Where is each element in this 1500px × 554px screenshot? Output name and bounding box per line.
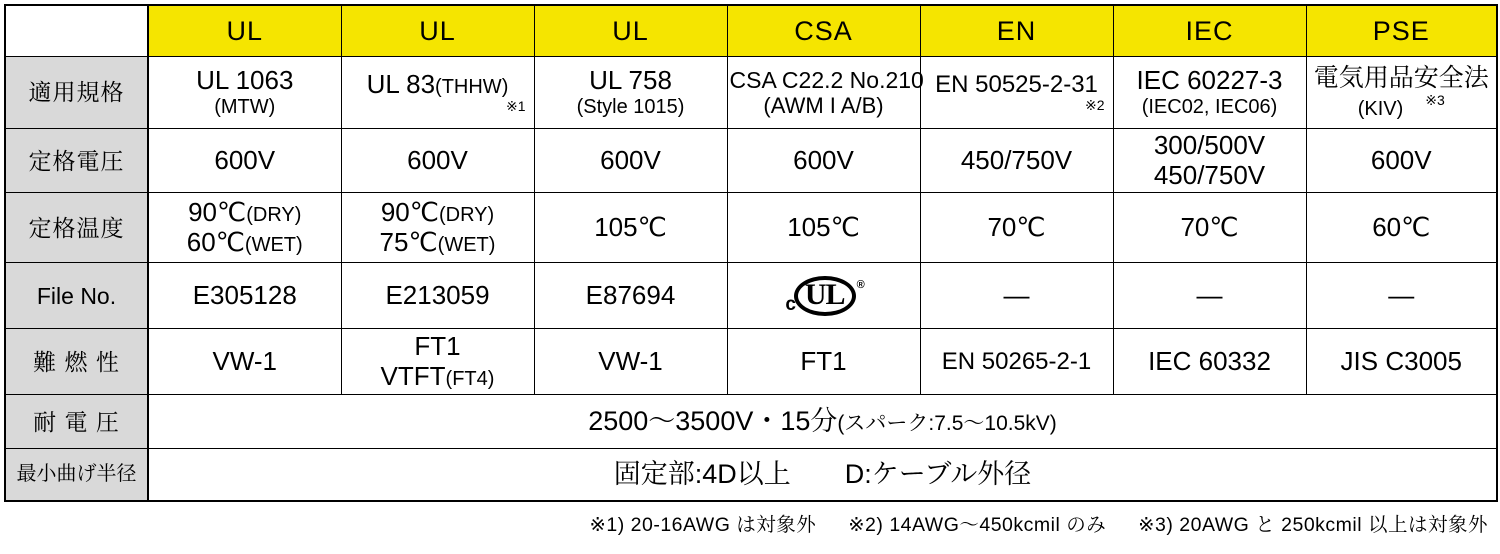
cell-line2 [1309,93,1495,122]
cell-line1-main: 90℃ [188,197,247,228]
cell-temperature-csa: 105℃ [727,193,920,263]
cell-flame-en: EN 50265-2-1 [920,329,1113,395]
cell-line2: (Style 1015) [576,95,685,118]
header-cell-ul-758: UL [534,5,727,57]
cul-mark-ul: UL [794,276,856,316]
cell-voltage-iec [1113,129,1306,193]
cell-line1 [151,198,339,228]
row-header-withstand-voltage: 耐 電 圧 [5,395,148,449]
cell-standard-pse [1306,57,1497,129]
cell-bend-radius-value: 固定部:4D以上 D:ケーブル外径 [148,449,1497,501]
cell-line1: 電気用品安全法 [1313,64,1489,92]
cell-line1: IEC 60227-3 [1136,65,1283,96]
cell-line1: EN 50525-2-31 [935,70,1098,98]
header-cell-ul-83: UL [341,5,534,57]
header-cell-iec: IEC [1113,5,1306,57]
cell-line2-sub: (WET) [244,233,303,256]
cell-file-no-ul758: E87694 [534,263,727,329]
specification-table [4,4,1498,502]
table-row-voltage [5,129,1497,193]
cell-flame-ul1063: VW-1 [148,329,341,395]
cell-flame-pse: JIS C3005 [1306,329,1497,395]
cell-flame-ul758: VW-1 [534,329,727,395]
cell-flame-csa: FT1 [727,329,920,395]
header-cell-en: EN [920,5,1113,57]
withstand-main: 2500～3500V・15分 [588,406,838,437]
cell-file-no-en: — [920,263,1113,329]
cell-temperature-en: 70℃ [920,193,1113,263]
cell-temperature-ul758: 105℃ [534,193,727,263]
row-header-voltage: 定格電圧 [5,129,148,193]
cell-line2: (IEC02, IEC06) [1141,95,1278,118]
table-row-withstand-voltage [5,395,1497,449]
cell-line1 [344,70,532,100]
table-row-standard [5,57,1497,129]
cell-line2: (AWM I A/B) [763,93,884,119]
cell-standard-iec [1113,57,1306,129]
row-header-bend-radius: 最小曲げ半径 [5,449,148,501]
table-row-file-no [5,263,1497,329]
cell-line1-sub: (DRY) [246,204,302,227]
cell-note: ※2 [1084,97,1105,114]
cell-standard-ul758 [534,57,727,129]
cell-line1: FT1 [414,331,461,362]
cell-temperature-pse: 60℃ [1306,193,1497,263]
footnotes [4,509,1494,537]
cell-standard-ul83 [341,57,534,129]
cell-temperature-ul1063 [148,193,341,263]
table-row-bend-radius [5,449,1497,501]
header-cell-ul-1063: UL [148,5,341,57]
footnote-3: ※3) 20AWG と 250kcmil 以上は対象外 [1138,513,1488,536]
cell-file-no-ul1063: E305128 [148,263,341,329]
table-row-temperature [5,193,1497,263]
cell-line2-sub: (FT4) [445,367,495,390]
cell-voltage-csa: 600V [727,129,920,193]
cell-standard-ul1063 [148,57,341,129]
cell-note: ※3 [1425,92,1445,109]
cell-line2 [344,362,532,392]
cell-line2-main: (KIV) [1357,97,1404,120]
header-cell-blank [5,5,148,57]
cell-line2 [151,228,339,258]
cell-flame-iec: IEC 60332 [1113,329,1306,395]
cell-withstand-voltage-value [148,395,1497,449]
cul-certification-mark-icon [783,276,863,316]
cell-temperature-ul83 [341,193,534,263]
cul-mark-registered: ® [856,279,865,292]
cul-mark-c: c [785,293,796,315]
cell-line1: 300/500V [1153,130,1266,160]
cell-voltage-ul758: 600V [534,129,727,193]
cell-standard-csa [727,57,924,129]
cell-line1-main: 90℃ [380,197,439,228]
cell-file-no-csa [727,263,920,329]
header-cell-pse: PSE [1306,5,1497,57]
cell-line1-main: UL 83 [366,68,436,99]
footnote-1: ※1) 20-16AWG は対象外 [589,513,817,536]
row-header-flame-retardance: 難 燃 性 [5,329,148,395]
cell-file-no-iec: — [1113,263,1306,329]
cell-line1-sub: (DRY) [438,204,495,227]
cell-voltage-pse: 600V [1306,129,1497,193]
cell-line2: (MTW) [214,95,276,118]
cell-line1: UL 758 [589,65,672,96]
cell-line2-main: VTFT [380,360,446,391]
cell-line2-sub: (WET) [437,233,496,256]
withstand-sub: (スパーク:7.5～10.5kV) [837,412,1057,436]
cell-line1 [344,198,532,228]
cell-voltage-en: 450/750V [920,129,1113,193]
cell-line1: CSA C22.2 No.210 [729,66,924,93]
cell-voltage-ul83: 600V [341,129,534,193]
cell-temperature-iec: 70℃ [1113,193,1306,263]
cell-line2-main: 60℃ [186,226,245,257]
cell-voltage-ul1063: 600V [148,129,341,193]
cell-standard-en [920,57,1113,129]
cell-line2: 450/750V [1153,159,1266,190]
row-header-temperature: 定格温度 [5,193,148,263]
cell-file-no-pse: — [1306,263,1497,329]
header-cell-csa: CSA [727,5,920,57]
cell-line2 [344,228,532,258]
cell-line1: UL 1063 [196,65,294,96]
footnote-2: ※2) 14AWG～450kcmil のみ [848,513,1107,536]
cell-file-no-ul83: E213059 [341,263,534,329]
cell-line1-sub: (THHW) [435,75,509,98]
table-row-flame-retardance [5,329,1497,395]
table-header-row [5,5,1497,57]
cell-line2-main: 75℃ [379,226,438,257]
cell-note: ※1 [505,98,526,115]
row-header-standard: 適用規格 [5,57,148,129]
row-header-file-no: File No. [5,263,148,329]
cell-flame-ul83 [341,329,534,395]
